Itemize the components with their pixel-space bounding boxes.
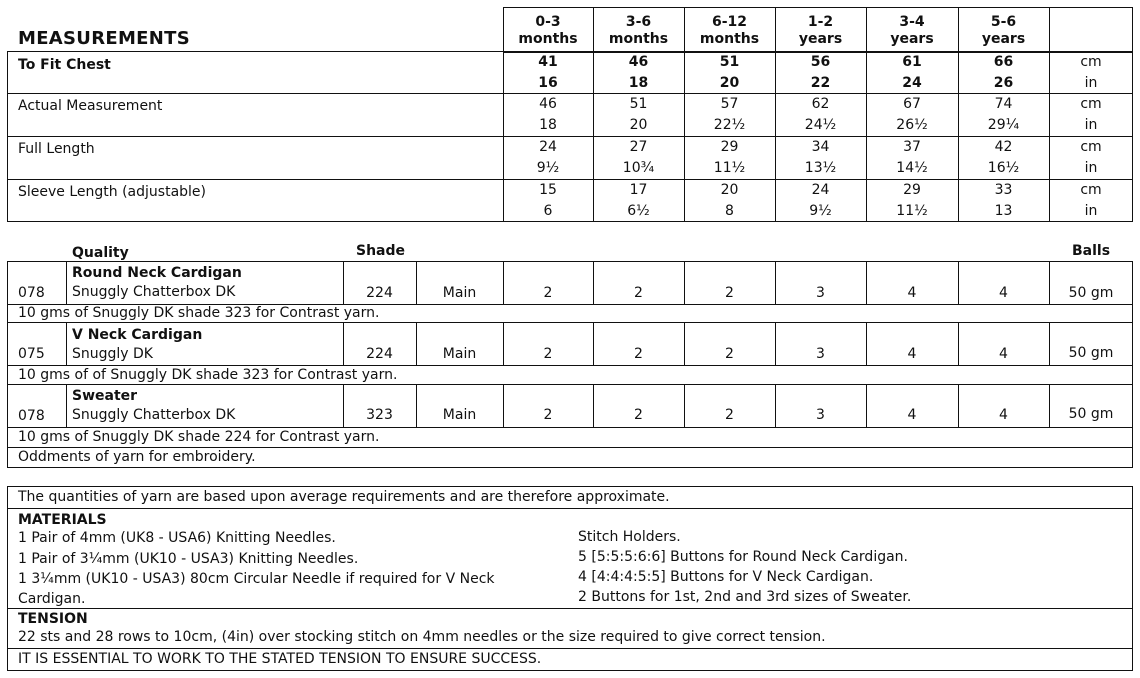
value-in: 6 (543, 203, 553, 219)
value-in: 13½ (804, 160, 837, 176)
value-cm: 42 (994, 139, 1013, 155)
garment-name: Sweater (72, 388, 138, 404)
value-in: 18 (628, 75, 649, 91)
value-cm: 74 (994, 96, 1013, 112)
value-cm: 29 (903, 182, 921, 198)
balls-value: 4 (999, 346, 1008, 362)
value-in: 24 (902, 75, 922, 91)
materials-right-item: 4 [4:4:4:5:5] Buttons for V Neck Cardigan. (578, 569, 874, 585)
balls-value: 4 (907, 407, 917, 423)
garment-yarn: Snuggly Chatterbox DK (72, 284, 236, 300)
unit-cm: cm (1080, 139, 1102, 155)
materials-right-item: Stitch Holders. (578, 529, 681, 545)
garment-name: V Neck Cardigan (72, 327, 203, 343)
value-in: 16½ (987, 160, 1020, 176)
garment-shade: 224 (366, 346, 393, 362)
materials-left-item: 1 Pair of 3¼mm (UK10 - USA3) Knitting Needles. (18, 551, 359, 567)
value-cm: 24 (811, 182, 830, 198)
row-label: Full Length (18, 141, 95, 157)
balls-value: 2 (634, 285, 643, 301)
balls-value: 2 (543, 346, 553, 362)
value-cm: 33 (994, 182, 1013, 198)
balls-value: 4 (907, 346, 917, 362)
value-in: 8 (725, 203, 734, 219)
garment-weight: 50 gm (1068, 345, 1114, 361)
oddments-note: Oddments of yarn for embroidery. (18, 449, 256, 465)
value-in: 22½ (713, 117, 746, 133)
shade-header: Shade (356, 243, 406, 259)
value-in: 9½ (809, 203, 832, 219)
value-in: 13 (994, 203, 1013, 219)
size-header: 3-6 months (608, 14, 669, 47)
materials-right-item: 2 Buttons for 1st, 2nd and 3rd sizes of Sweater. (578, 589, 912, 605)
value-cm: 46 (539, 96, 557, 112)
value-in: 6½ (627, 203, 650, 219)
garment-shade: 224 (366, 285, 393, 301)
unit-cm: cm (1080, 182, 1102, 198)
value-in: 11½ (713, 160, 746, 176)
quality-header: Quality (72, 245, 129, 261)
value-cm: 51 (629, 96, 648, 112)
garment-yarn: Snuggly DK (72, 346, 153, 362)
materials-left-item: Cardigan. (18, 591, 86, 607)
value-cm: 62 (811, 96, 830, 112)
unit-cm: cm (1080, 96, 1102, 112)
garment-weight: 50 gm (1068, 406, 1114, 422)
value-in: 20 (629, 117, 648, 133)
garment-colour: Main (442, 407, 477, 423)
materials-heading: MATERIALS (18, 512, 107, 528)
size-header: 1-2 years (798, 14, 843, 47)
balls-value: 3 (816, 285, 825, 301)
balls-value: 4 (999, 285, 1008, 301)
garment-name: Round Neck Cardigan (72, 265, 242, 281)
value-in: 26 (993, 75, 1014, 91)
tension-heading: TENSION (18, 611, 88, 627)
garment-colour: Main (442, 285, 477, 301)
value-in: 9½ (536, 160, 560, 176)
unit-in: in (1084, 160, 1098, 176)
materials-left-item: 1 Pair of 4mm (UK8 - USA6) Knitting Needles. (18, 530, 336, 546)
garment-code: 078 (18, 285, 45, 301)
value-cm: 61 (902, 54, 922, 70)
garment-weight: 50 gm (1068, 285, 1114, 301)
size-header: 5-6 years (981, 14, 1026, 47)
materials-right-item: 5 [5:5:5:6:6] Buttons for Round Neck Cardigan. (578, 549, 908, 565)
balls-value: 4 (907, 285, 917, 301)
balls-value: 4 (999, 407, 1008, 423)
balls-value: 2 (725, 346, 734, 362)
quantities-note: The quantities of yarn are based upon average requirements and are therefore approximate. (18, 489, 670, 505)
value-in: 26½ (896, 117, 928, 133)
garment-code: 078 (18, 408, 45, 424)
row-label: Sleeve Length (adjustable) (18, 184, 206, 200)
contrast-note: 10 gms of Snuggly DK shade 323 for Contrast yarn. (18, 305, 380, 321)
value-in: 29¼ (987, 117, 1020, 133)
value-in: 10¾ (622, 160, 655, 176)
balls-value: 2 (725, 407, 734, 423)
value-cm: 27 (629, 139, 648, 155)
value-cm: 34 (811, 139, 830, 155)
row-label: To Fit Chest (18, 57, 111, 73)
balls-value: 2 (543, 407, 553, 423)
garment-code: 075 (18, 346, 45, 362)
contrast-note: 10 gms of Snuggly DK shade 224 for Contrast yarn. (18, 429, 380, 445)
garment-shade: 323 (366, 407, 393, 423)
value-cm: 24 (539, 139, 557, 155)
value-cm: 66 (993, 54, 1014, 70)
value-cm: 46 (628, 54, 649, 70)
tension-text: 22 sts and 28 rows to 10cm, (4in) over stocking stitch on 4mm needles or the size required to give correct tension. (18, 629, 826, 645)
size-header: 3-4 years (890, 14, 934, 47)
unit-in: in (1084, 75, 1098, 91)
value-cm: 41 (538, 54, 558, 70)
balls-header: Balls (1072, 243, 1111, 259)
value-in: 16 (538, 75, 558, 91)
size-header: 0-3 months (518, 14, 578, 47)
value-in: 22 (810, 75, 831, 91)
garment-yarn: Snuggly Chatterbox DK (72, 407, 236, 423)
value-cm: 51 (719, 54, 740, 70)
value-cm: 15 (539, 182, 557, 198)
value-in: 18 (539, 117, 557, 133)
size-header: 6-12 months (699, 14, 760, 47)
value-cm: 29 (720, 139, 739, 155)
balls-value: 2 (634, 407, 643, 423)
value-cm: 17 (629, 182, 648, 198)
essential-note: IT IS ESSENTIAL TO WORK TO THE STATED TENSION TO ENSURE SUCCESS. (18, 651, 542, 667)
contrast-note: 10 gms of of Snuggly DK shade 323 for Contrast yarn. (18, 367, 398, 383)
balls-value: 2 (543, 285, 553, 301)
value-cm: 67 (903, 96, 921, 112)
balls-value: 3 (816, 346, 825, 362)
value-in: 24½ (804, 117, 837, 133)
materials-left-item: 1 3¼mm (UK10 - USA3) 80cm Circular Needle if required for V Neck (18, 571, 495, 587)
value-in: 14½ (896, 160, 928, 176)
value-cm: 20 (720, 182, 739, 198)
value-cm: 56 (810, 54, 831, 70)
value-cm: 57 (720, 96, 739, 112)
value-cm: 37 (903, 139, 921, 155)
value-in: 11½ (896, 203, 928, 219)
garment-colour: Main (442, 346, 477, 362)
unit-cm: cm (1080, 54, 1102, 70)
balls-value: 2 (725, 285, 734, 301)
unit-in: in (1084, 203, 1098, 219)
unit-in: in (1084, 117, 1098, 133)
balls-value: 3 (816, 407, 825, 423)
row-label: Actual Measurement (18, 98, 163, 114)
measurements-title: MEASUREMENTS (18, 28, 190, 49)
balls-value: 2 (634, 346, 643, 362)
value-in: 20 (719, 75, 740, 91)
